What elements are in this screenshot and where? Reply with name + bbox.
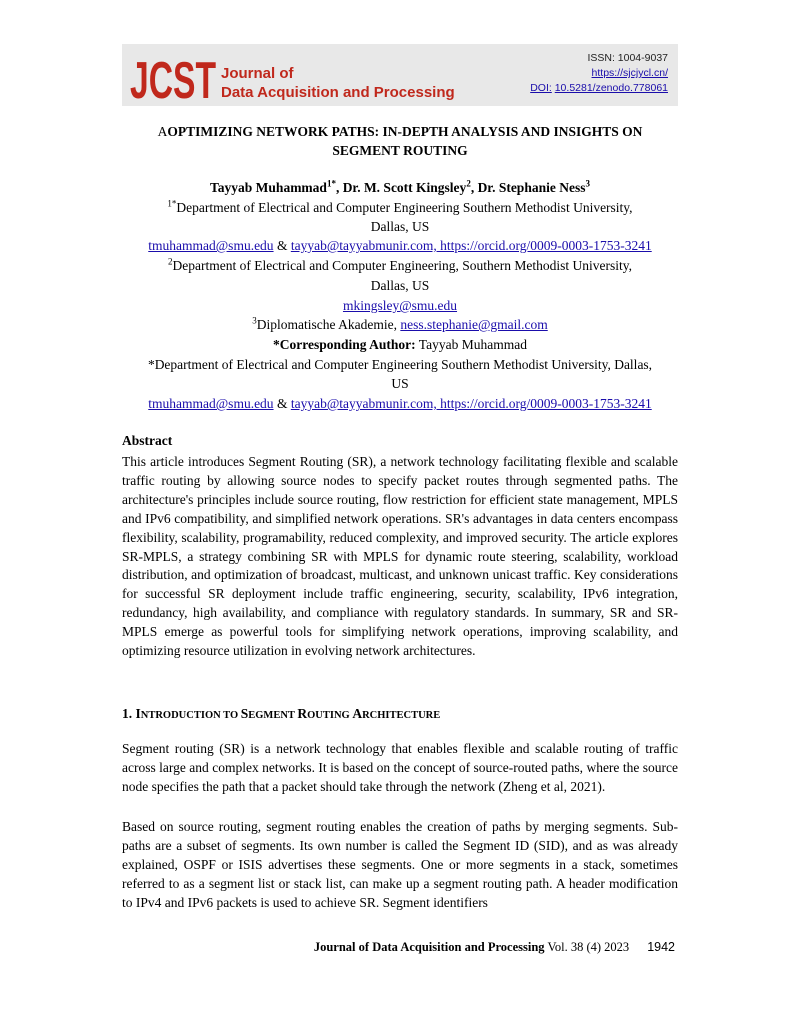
journal-name-line2: Data Acquisition and Processing bbox=[221, 84, 455, 101]
corresponding-author-name: Tayyab Muhammad bbox=[415, 337, 527, 352]
email-orcid-link-2[interactable]: tayyab@tayyabmunir.com, https://orcid.org/0009-0003-1753-3241 bbox=[290, 396, 652, 411]
author-separator: , bbox=[470, 180, 478, 195]
journal-name-line1: Journal of bbox=[221, 65, 294, 82]
doi-link[interactable]: 10.5281/zenodo.778061 bbox=[554, 82, 668, 94]
author-3-sup: 3 bbox=[585, 178, 590, 189]
email-link-4[interactable]: tmuhammad@smu.edu bbox=[148, 396, 274, 411]
author-2-sup: 2 bbox=[466, 178, 471, 189]
heading-cap: S bbox=[240, 706, 249, 721]
corresponding-author bbox=[122, 336, 678, 354]
affiliation-2-line2: Dallas, US bbox=[370, 278, 430, 293]
corresponding-dept-line2: US bbox=[391, 376, 409, 391]
affiliation-3 bbox=[122, 316, 678, 334]
affiliation-3-sup: 3 bbox=[252, 315, 257, 326]
affiliation-1-text: Department of Electrical and Computer Engineering Southern Methodist University, bbox=[176, 200, 633, 215]
affiliation-2-sup: 2 bbox=[167, 256, 173, 267]
heading-smallcaps: OUTING bbox=[307, 710, 353, 721]
heading-smallcaps: RCHITECTURE bbox=[362, 710, 441, 721]
ampersand: & bbox=[273, 238, 291, 253]
corresponding-emails bbox=[122, 395, 678, 413]
affiliation-1-emails bbox=[122, 237, 678, 255]
title-text-line1: OPTIMIZING NETWORK PATHS: IN-DEPTH ANALYSIS AND INSIGHTS ON bbox=[167, 124, 643, 139]
paper-title-line1 bbox=[122, 122, 678, 141]
affiliation-1-sup: 1* bbox=[167, 198, 177, 209]
author-1-sup: 1* bbox=[326, 178, 336, 189]
heading-cap: A bbox=[352, 706, 363, 721]
email-link-1[interactable]: tmuhammad@smu.edu bbox=[148, 238, 274, 253]
email-link-2[interactable]: mkingsley@smu.edu bbox=[342, 298, 458, 313]
section-1-heading bbox=[122, 706, 440, 722]
page-footer bbox=[314, 940, 675, 955]
affiliation-1-line2: Dallas, US bbox=[370, 219, 430, 234]
author-2: Dr. M. Scott Kingsley bbox=[342, 180, 467, 195]
heading-cap: R bbox=[297, 706, 308, 721]
affiliation-2-text: Department of Electrical and Computer Engineering, Southern Methodist University, bbox=[172, 258, 632, 273]
journal-logo bbox=[128, 50, 218, 105]
affiliation-1-line1 bbox=[122, 199, 678, 217]
title-prefix: A bbox=[157, 124, 168, 139]
author-separator: , bbox=[335, 180, 343, 195]
logo-text: JCST bbox=[130, 52, 217, 105]
author-3: Dr. Stephanie Ness bbox=[477, 180, 586, 195]
section-1-paragraph-2: Based on source routing, segment routing enables the creation of paths by merging segments. Sub-paths are a subset of segments. Its own number is called the Segment ID (SID), and as was already explained, OSPF or ISIS advertises these segments. One or more segments in a stack, sometimes referred to as a segment list or stack list, can make up a segment routing path. A header modification to IPv4 and IPv6 packets is used to achieve SR. Segment identifiers bbox=[122, 819, 678, 910]
corresponding-author-label: *Corresponding Author: bbox=[273, 337, 416, 352]
corresponding-dept-line1: *Department of Electrical and Computer Engineering Southern Methodist University, Dallas, bbox=[147, 357, 653, 372]
heading-smallcaps: EGMENT bbox=[248, 710, 298, 721]
footer-journal-name: Journal of Data Acquisition and Processing bbox=[313, 940, 545, 954]
affiliation-2-email bbox=[122, 297, 678, 315]
abstract-heading: Abstract bbox=[122, 433, 173, 448]
doi-line bbox=[530, 82, 668, 94]
affiliation-3-text: Diplomatische Akademie, bbox=[256, 317, 401, 332]
affiliation-2-line1 bbox=[122, 257, 678, 275]
journal-website-link[interactable]: https://sjcjycl.cn/ bbox=[591, 67, 668, 79]
page-number: 1942 bbox=[647, 940, 675, 954]
abstract-text: This article introduces Segment Routing (SR), a network technology facilitating flexible and scalable traffic routing by allowing source nodes to specify packet routes through segmented paths. The architecture's principles include source routing, flow restriction for efficient state management, MPLS and IPv6 compatibility, and simplified network operations. SR's advantages in data centers encompass flexibility, scalability, programability, reduced complexity, and improved security. The article explores SR-MPLS, a strategy combining SR with MPLS for dynamic route steering, scalability, workload distribution, and optimization of broadcast, multicast, and unknown unicast traffic. Key considerations for successful SR deployment include traffic engineering, security, scalability, IPv6 integration, redundancy, high availability, and compliance with regulatory standards. In summary, SR and SR-MPLS emerge as powerful tools for simplifying network operations, improving scalability, and optimizing resource utilization in evolving network architectures. bbox=[122, 454, 678, 659]
ampersand: & bbox=[273, 396, 291, 411]
email-orcid-link-1[interactable]: tayyab@tayyabmunir.com, https://orcid.org/0009-0003-1753-3241 bbox=[290, 238, 652, 253]
section-number: 1. bbox=[122, 706, 133, 721]
footer-volume: Vol. 38 (4) 2023 bbox=[544, 940, 630, 954]
paper-title-line2: SEGMENT ROUTING bbox=[332, 143, 468, 158]
email-link-3[interactable]: ness.stephanie@gmail.com bbox=[400, 317, 548, 332]
author-list bbox=[122, 179, 678, 197]
section-1-paragraph-1: Segment routing (SR) is a network technology that enables flexible and scalable routing of traffic across large and complex networks. It is based on the concept of source-routed paths, where the source node specifies the path that a packet should take through the network (Zheng et al, 2021). bbox=[122, 741, 678, 794]
author-1: Tayyab Muhammad bbox=[210, 180, 327, 195]
heading-smallcaps: NTRODUCTION TO bbox=[140, 710, 241, 721]
doi-label[interactable]: DOI: bbox=[530, 82, 552, 94]
heading-cap: I bbox=[135, 706, 141, 721]
issn-number: ISSN: 1004-9037 bbox=[587, 52, 668, 64]
